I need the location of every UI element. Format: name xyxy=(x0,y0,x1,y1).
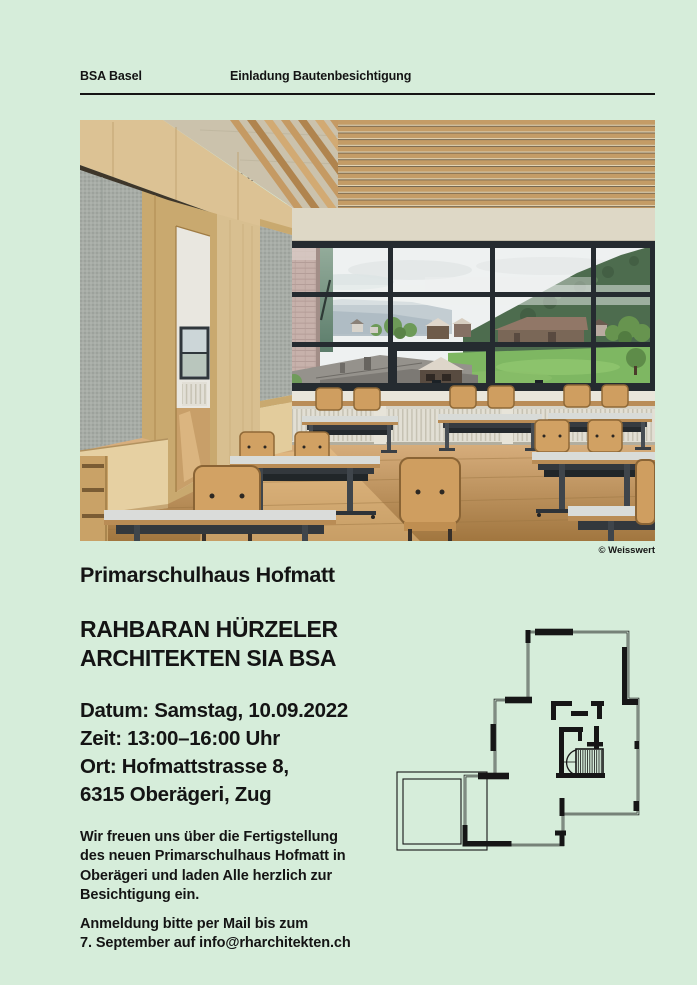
page-title: Primarschulhaus Hofmatt xyxy=(80,563,335,587)
felt-panel-right xyxy=(260,226,292,401)
shelf-cabinet xyxy=(80,456,108,541)
detail-address: Ort: Hofmattstrasse 8, xyxy=(80,755,289,778)
architects-line1: RAHBARAN HÜRZELER xyxy=(80,616,338,642)
detail-date: Datum: Samstag, 10.09.2022 xyxy=(80,699,348,722)
invitation-line3: Oberägeri und laden Alle herzlich zur xyxy=(80,867,332,884)
event-details xyxy=(80,697,348,809)
architects-line2: ARCHITEKTEN SIA BSA xyxy=(80,644,337,671)
plan-stair xyxy=(564,749,603,775)
header-event-line1: Einladung Bautenbesichtigung xyxy=(230,69,412,83)
header-series-line1: BSA Basel xyxy=(80,69,142,83)
front-right-chair xyxy=(636,460,655,524)
invitation-line2: des neuen Primarschulhaus Hofmatt in xyxy=(80,848,346,865)
ceiling-beam xyxy=(280,204,655,246)
header-divider xyxy=(80,93,655,95)
invitation-line1: Wir freuen uns über die Fertigstellung xyxy=(80,829,338,845)
door-opening xyxy=(168,200,217,504)
window-view xyxy=(284,245,655,390)
detail-time: Zeit: 13:00–16:00 Uhr xyxy=(80,727,280,750)
felt-panel-left xyxy=(80,170,142,451)
plan-terrace xyxy=(397,772,487,850)
signup-line2-prefix: 7. September auf xyxy=(80,935,200,952)
invitation-text xyxy=(80,828,346,905)
front-center-chair xyxy=(400,458,460,541)
classroom-photo-svg xyxy=(80,120,655,541)
photo-credit: © Weisswert xyxy=(598,545,655,556)
architects-name xyxy=(80,615,338,672)
signup-line2 xyxy=(80,934,351,953)
detail-city: 6315 Oberägeri, Zug xyxy=(80,783,272,806)
invitation-line4: Besichtigung ein. xyxy=(80,886,200,903)
floor-plan-drawing xyxy=(385,615,675,865)
back-row-chairs xyxy=(316,385,628,410)
signup-line1: Anmeldung bitte per Mail bis zum xyxy=(80,916,309,932)
signup-text xyxy=(80,915,351,954)
email-link[interactable]: info@rharchitekten.ch xyxy=(199,935,351,952)
meadow xyxy=(448,346,655,386)
classroom-photo xyxy=(80,120,655,541)
